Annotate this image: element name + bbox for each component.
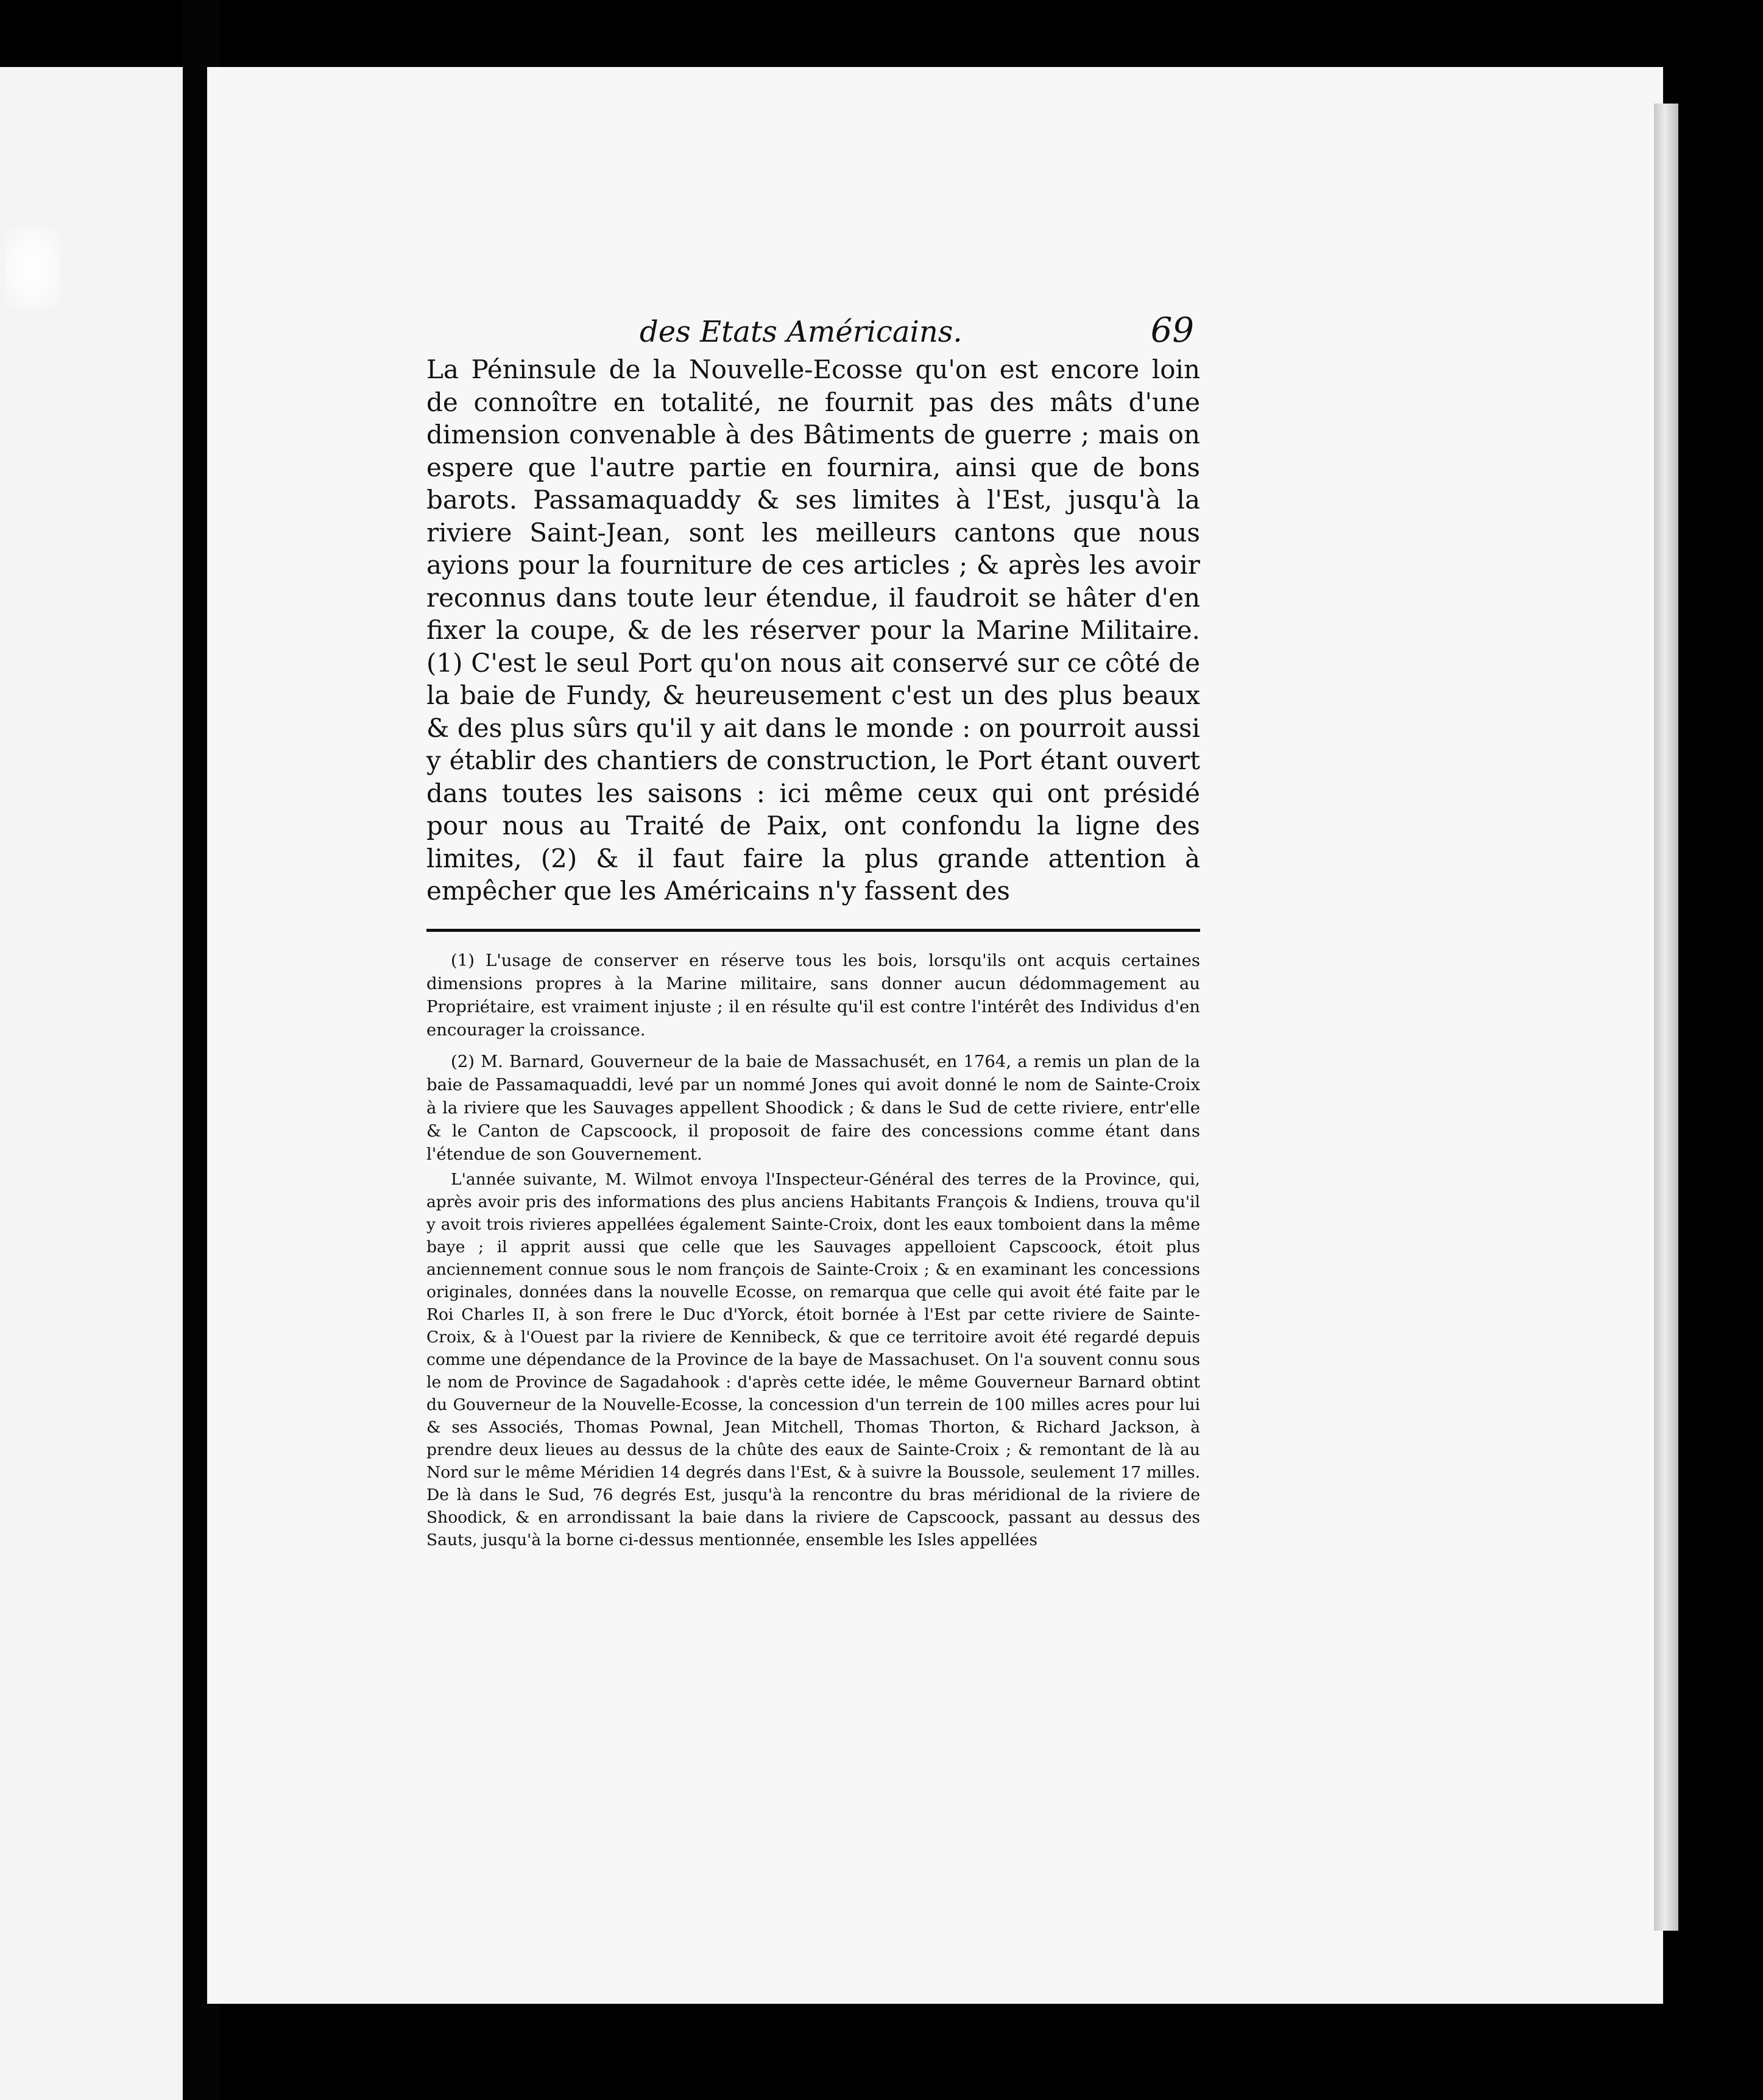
body-paragraph: La Péninsule de la Nouvelle-Ecosse qu'on est encore loin de connoître en totalité, ne fournit pas des mâts d'une dimension convenable à des Bâtiments de guerre ; mais on espere que l'autre partie en fournira, ainsi que de bons barots. Passamaquaddy & ses limites à l'Est, jusqu'à la riviere Saint-Jean, sont les meilleurs cantons que nous ayions pour la fourniture de ces articles ; & après les avoir reconnus dans toute leur étendue, il faudroit se hâter d'en fixer la coupe, & de les réserver pour la Marine Militaire. (1) C'est le seul Port qu'on nous ait conservé sur ce côté de la baie de Fundy, & heureusement c'est un des plus beaux & des plus sûrs qu'il y ait dans le monde : on pourroit aussi y établir des chantiers de construction, le Port étant ouvert dans toutes les saisons : ici même ceux qui ont présidé pour nous au Traité de Paix, ont confondu la ligne des limites, (2) & il faut faire la plus grande attention à empêcher que les Américains n'y fassent des	[426, 354, 1200, 906]
page-edge	[1654, 104, 1678, 1931]
footnote-2-continued: L'année suivante, M. Wilmot envoya l'Inspecteur-Général des terres de la Province, qui, après avoir pris des informations des plus anciens Habitants François & Indiens, trouva qu'il y avoit trois rivieres appellées également Sainte-Croix, dont les eaux tomboient dans la même baye ; il apprit aussi que celle que les Sauvages appelloient Capscoock, étoit plus anciennement connue sous le nom françois de Sainte-Croix ; & en examinant les concessions originales, données dans la nouvelle Ecosse, on remarqua que celle qui avoit été faite par le Roi Charles II, à son frere le Duc d'Yorck, étoit bornée à l'Est par cette riviere de Sainte-Croix, & à l'Ouest par la riviere de Kennibeck, & que ce territoire avoit été regardé depuis comme une dépendance de la Province de la baye de Massachuset. On l'a souvent connu sous le nom de Province de Sagadahook : d'après cette idée, le même Gouverneur Barnard obtint du Gouverneur de la Nouvelle-Ecosse, la concession d'un terrein de 100 milles acres pour lui & ses Associés, Thomas Pownal, Jean Mitchell, Thomas Thorton, & Richard Jackson, à prendre deux lieues au dessus de la chûte des eaux de Sainte-Croix ; & remontant de là au Nord sur le même Méridien 14 degrés dans l'Est, & à suivre la Boussole, seulement 17 milles. De là dans le Sud, 76 degrés Est, jusqu'à la rencontre du bras méridional de la riviere de Shoodick, & en arrondissant la baie dans la riviere de Capscoock, passant au dessus des Sauts, jusqu'à la borne ci-dessus mentionnée, ensemble les Isles appellées	[426, 1169, 1200, 1549]
footnote-2: (2) M. Barnard, Gouverneur de la baie de Massachusét, en 1764, a remis un plan de la baie de Passamaquaddi, levé par un nommé Jones qui avoit donné le nom de Sainte-Croix à la riviere que les Sauvages appellent Shoodick ; & dans le Sud de cette riviere, entr'elle & le Canton de Capscoock, il proposoit de faire des concessions comme étant dans l'étendue de son Gouvernement.	[426, 1051, 1200, 1164]
running-title: des Etats Américains.	[640, 315, 963, 349]
left-page	[0, 67, 183, 2100]
footnote-1: (1) L'usage de conserver en réserve tous les bois, lorsqu'ils ont acquis certaines dimensions propres à la Marine militaire, sans donner aucun dédommagement au Propriétaire, est vraiment injuste ; il en résulte qu'il est contre l'intérêt des Individus d'en encourager la croissance.	[426, 950, 1200, 1040]
page-number: 69	[1150, 311, 1194, 350]
footnote-rule	[426, 929, 1200, 932]
text-block	[426, 311, 1200, 1551]
paper-blemish	[5, 228, 60, 308]
running-head	[426, 311, 1200, 353]
